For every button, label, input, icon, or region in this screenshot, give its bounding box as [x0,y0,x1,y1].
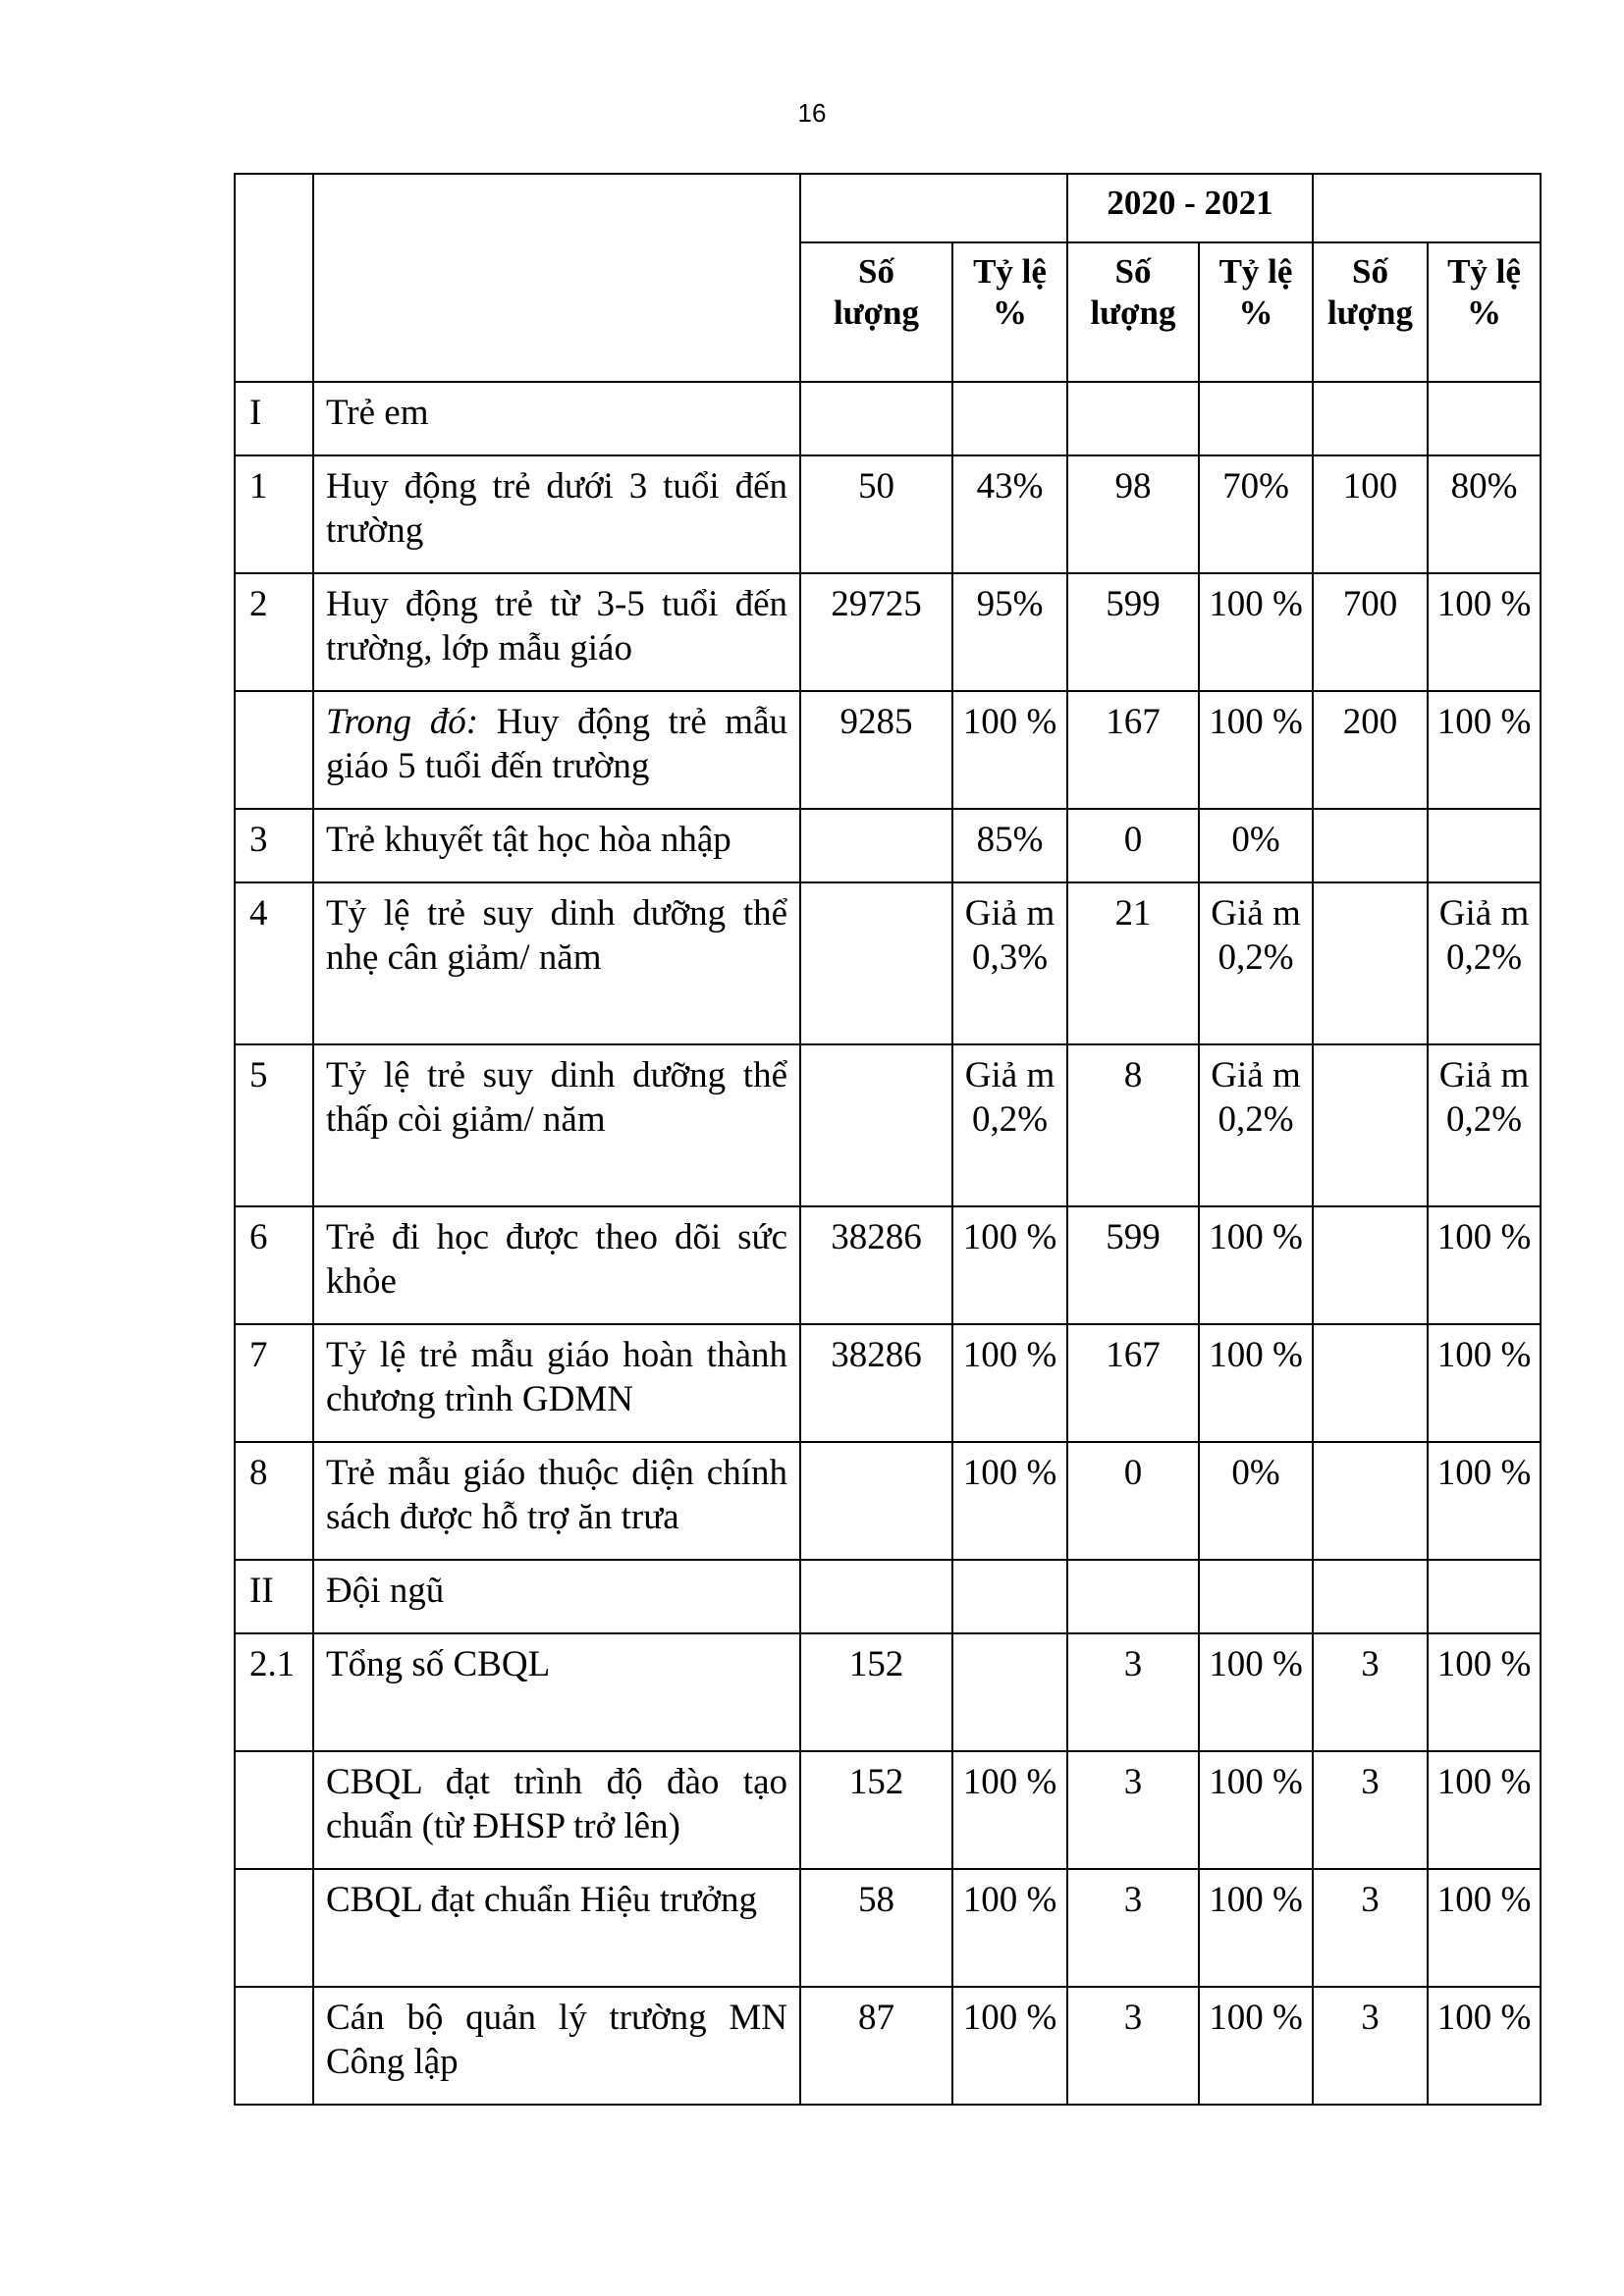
row-label [313,809,800,882]
pct-cell-3: 100 % [1428,1442,1541,1560]
pct-cell-1 [952,1560,1067,1633]
qty-cell-1: 29725 [800,573,952,691]
row-label-text: Tỷ lệ trẻ suy dinh dưỡng thể thấp còi giảm/ năm [326,1055,787,1140]
qty-cell-3: 700 [1313,573,1428,691]
row-number: 2 [235,573,313,691]
row-number [235,1987,313,2105]
qty-cell-1: 87 [800,1987,952,2105]
header-period-3-cell [1313,174,1541,242]
pct-cell-3: 100 % [1428,1633,1541,1751]
qty-cell-3 [1313,809,1428,882]
pct-cell-1: 100 % [952,1987,1067,2105]
qty-cell-2: 0 [1067,809,1199,882]
statistics-table [234,173,1542,2106]
header-qty-1: Số lượng [800,242,952,382]
qty-cell-1: 50 [800,455,952,573]
qty-cell-2: 98 [1067,455,1199,573]
row-label-text: Huy động trẻ mẫu giáo 5 tuổi đến trường [326,702,787,786]
qty-cell-3 [1313,1044,1428,1206]
table-row [235,1324,1541,1442]
qty-cell-2: 3 [1067,1633,1199,1751]
row-label [313,1044,800,1206]
table-row [235,382,1541,455]
qty-cell-1 [800,882,952,1044]
row-number: 6 [235,1206,313,1324]
qty-cell-3: 3 [1313,1633,1428,1751]
pct-cell-1: 100 % [952,1869,1067,1987]
qty-cell-3: 3 [1313,1869,1428,1987]
header-label-cell [313,174,800,382]
pct-cell-1: 100 % [952,1442,1067,1560]
qty-cell-3 [1313,1206,1428,1324]
qty-cell-1: 152 [800,1633,952,1751]
pct-cell-3: 100 % [1428,1324,1541,1442]
row-label-text: Trẻ em [326,393,429,433]
qty-cell-2: 21 [1067,882,1199,1044]
table-row [235,1869,1541,1987]
row-label [313,691,800,809]
pct-cell-2: 70% [1199,455,1313,573]
pct-cell-1: 43% [952,455,1067,573]
pct-cell-3: 100 % [1428,1987,1541,2105]
row-label-text: CBQL đạt trình độ đào tạo chuẩn (từ ĐHSP trở lên) [326,1762,787,1846]
qty-cell-3: 200 [1313,691,1428,809]
row-number: 4 [235,882,313,1044]
pct-cell-2: 100 % [1199,1869,1313,1987]
row-label [313,1633,800,1751]
qty-cell-1 [800,1442,952,1560]
qty-cell-1 [800,382,952,455]
pct-cell-2: 100 % [1199,1751,1313,1869]
pct-cell-1: 100 % [952,1206,1067,1324]
pct-cell-1: 100 % [952,1751,1067,1869]
row-number: I [235,382,313,455]
row-label-text: Trẻ đi học được theo dõi sức khỏe [326,1217,787,1302]
qty-cell-1: 9285 [800,691,952,809]
row-number: 2.1 [235,1633,313,1751]
row-label-text: Tỷ lệ trẻ mẫu giáo hoàn thành chương trình GDMN [326,1335,787,1419]
pct-cell-2: 100 % [1199,573,1313,691]
table-body [235,382,1541,2105]
pct-cell-2: 0% [1199,809,1313,882]
pct-cell-3 [1428,1560,1541,1633]
qty-cell-3 [1313,1442,1428,1560]
row-label [313,455,800,573]
pct-cell-2: 100 % [1199,1324,1313,1442]
table-row [235,1560,1541,1633]
pct-cell-3: 100 % [1428,573,1541,691]
qty-cell-2: 167 [1067,1324,1199,1442]
qty-cell-2: 599 [1067,1206,1199,1324]
qty-cell-3: 3 [1313,1987,1428,2105]
table-row [235,455,1541,573]
pct-cell-1: 100 % [952,691,1067,809]
pct-cell-3: 100 % [1428,691,1541,809]
table-row [235,809,1541,882]
row-label-text: Trẻ mẫu giáo thuộc diện chính sách được hỗ trợ ăn trưa [326,1453,787,1537]
qty-cell-1: 38286 [800,1324,952,1442]
header-qty-3: Số lượng [1313,242,1428,382]
qty-cell-2: 599 [1067,573,1199,691]
pct-cell-2: 100 % [1199,1633,1313,1751]
pct-cell-1: 100 % [952,1324,1067,1442]
pct-cell-3 [1428,809,1541,882]
qty-cell-2: 0 [1067,1442,1199,1560]
header-qty-2: Số lượng [1067,242,1199,382]
table-row [235,1044,1541,1206]
pct-cell-3: 100 % [1428,1206,1541,1324]
row-label-text: Cán bộ quản lý trường MN Công lập [326,1998,787,2082]
row-label-text: Đội ngũ [326,1571,445,1611]
qty-cell-2 [1067,1560,1199,1633]
header-period-1-cell [800,174,1067,242]
row-number [235,1869,313,1987]
pct-cell-2: Giả m 0,2% [1199,1044,1313,1206]
qty-cell-2: 8 [1067,1044,1199,1206]
pct-cell-1: 95% [952,573,1067,691]
row-number [235,1751,313,1869]
qty-cell-1: 38286 [800,1206,952,1324]
qty-cell-3 [1313,1324,1428,1442]
pct-cell-1: Giả m 0,3% [952,882,1067,1044]
row-number: II [235,1560,313,1633]
row-label-text: Huy động trẻ dưới 3 tuổi đến trường [326,466,787,551]
pct-cell-2: 100 % [1199,691,1313,809]
pct-cell-1: Giả m 0,2% [952,1044,1067,1206]
pct-cell-1 [952,1633,1067,1751]
row-label [313,382,800,455]
qty-cell-1 [800,1560,952,1633]
row-number: 3 [235,809,313,882]
pct-cell-3: 80% [1428,455,1541,573]
table-row [235,691,1541,809]
qty-cell-1: 58 [800,1869,952,1987]
row-label [313,1751,800,1869]
row-number: 5 [235,1044,313,1206]
row-label [313,1442,800,1560]
header-pct-2: Tỷ lệ % [1199,242,1313,382]
pct-cell-3 [1428,382,1541,455]
pct-cell-2: 100 % [1199,1987,1313,2105]
row-label [313,1987,800,2105]
row-label [313,1869,800,1987]
pct-cell-2 [1199,1560,1313,1633]
row-label [313,882,800,1044]
qty-cell-3 [1313,1560,1428,1633]
qty-cell-2: 3 [1067,1751,1199,1869]
row-number: 7 [235,1324,313,1442]
header-year-cell: 2020 - 2021 [1067,174,1313,242]
header-pct-3: Tỷ lệ % [1428,242,1541,382]
pct-cell-2: 100 % [1199,1206,1313,1324]
qty-cell-3: 100 [1313,455,1428,573]
row-label [313,1560,800,1633]
pct-cell-3: 100 % [1428,1869,1541,1987]
row-label-text: Tổng số CBQL [326,1644,551,1684]
qty-cell-3 [1313,382,1428,455]
pct-cell-3: Giả m 0,2% [1428,1044,1541,1206]
pct-cell-2: Giả m 0,2% [1199,882,1313,1044]
qty-cell-1 [800,1044,952,1206]
row-label-text: Tỷ lệ trẻ suy dinh dưỡng thể nhẹ cân giảm/ năm [326,893,787,978]
row-label [313,1324,800,1442]
qty-cell-2: 3 [1067,1987,1199,2105]
pct-cell-1 [952,382,1067,455]
table-row [235,1206,1541,1324]
table-row [235,573,1541,691]
row-number: 8 [235,1442,313,1560]
table-row [235,1633,1541,1751]
qty-cell-2: 167 [1067,691,1199,809]
row-label [313,573,800,691]
table-row [235,882,1541,1044]
pct-cell-3: Giả m 0,2% [1428,882,1541,1044]
table-row [235,1442,1541,1560]
table-row [235,1987,1541,2105]
row-label [313,1206,800,1324]
row-label-text: Huy động trẻ từ 3-5 tuổi đến trường, lớp mẫu giáo [326,584,787,668]
row-label-text: CBQL đạt chuẩn Hiệu trưởng [326,1880,757,1920]
row-label-italic-prefix: Trong đó: [326,702,479,742]
pct-cell-1: 85% [952,809,1067,882]
qty-cell-1: 152 [800,1751,952,1869]
row-number: 1 [235,455,313,573]
page-number: 16 [797,98,827,128]
header-pct-1: Tỷ lệ % [952,242,1067,382]
table-row [235,1751,1541,1869]
qty-cell-1 [800,809,952,882]
row-number [235,691,313,809]
qty-cell-3 [1313,882,1428,1044]
row-label-text: Trẻ khuyết tật học hòa nhập [326,820,731,860]
header-no-cell [235,174,313,382]
pct-cell-2: 0% [1199,1442,1313,1560]
pct-cell-2 [1199,382,1313,455]
pct-cell-3: 100 % [1428,1751,1541,1869]
qty-cell-3: 3 [1313,1751,1428,1869]
qty-cell-2: 3 [1067,1869,1199,1987]
qty-cell-2 [1067,382,1199,455]
